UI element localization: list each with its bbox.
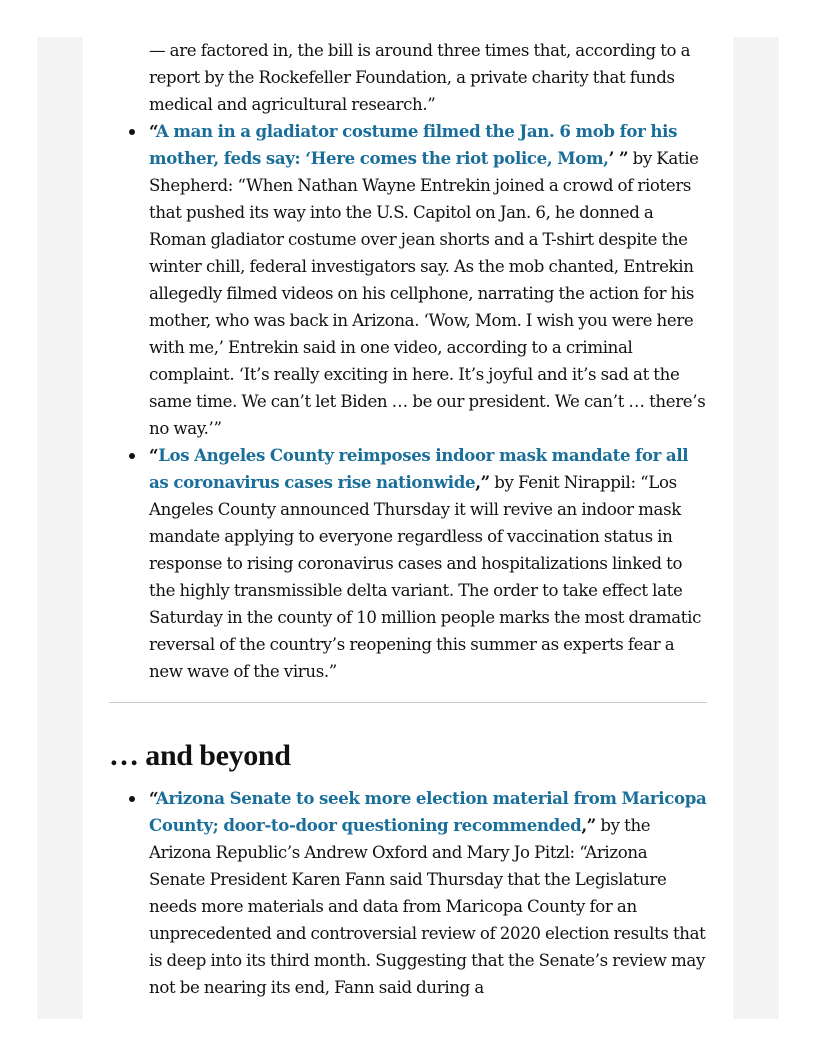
right-gutter xyxy=(733,37,779,1019)
close-quote: ,” xyxy=(475,472,490,492)
close-quote: ,” xyxy=(581,815,596,835)
excerpt: “Arizona Senate President Karen Fann said Thursday that the Legislature needs more materials and data from Maricopa County for an unprecedented and controversial review of 2020 election results that is deep into its third month. Suggesting that the Senate’s review may not be nearing its end, Fann said during a xyxy=(149,843,706,997)
headline-link[interactable]: A man in a gladiator costume filmed the Jan. 6 mob for his mother, feds say: ‘Here comes the riot police, Mom, xyxy=(149,121,678,168)
excerpt: “When Nathan Wayne Entrekin joined a crowd of rioters that pushed its way into the U.S. Capitol on Jan. 6, he donned a Roman gladiator costume over jean shorts and a T-shirt despite the winter chill, federal investigators say. As the mob chanted, Entrekin allegedly filmed videos on his cellphone, narrating the action for his mother, who was back in Arizona. ‘Wow, Mom. I wish you were here with me,’ Entrekin said in one video, according to a criminal complaint. ‘It’s really exciting in here. It’s joyful and it’s sad at the same time. We can’t let Biden … be our president. We can’t … there’s no way.’” xyxy=(149,176,706,438)
list-item xyxy=(149,785,707,1001)
close-quote: ’ ” xyxy=(608,148,629,168)
continued-paragraph: — are factored in, the bill is around three times that, according to a report by the Rockefeller Foundation, a private charity that funds medical and agricultural research.” xyxy=(149,41,691,114)
news-list-beyond xyxy=(109,785,707,1001)
list-item xyxy=(149,118,707,442)
open-quote: “ xyxy=(149,121,156,141)
byline: by Fenit Nirappil: xyxy=(489,473,641,492)
byline: by the Arizona Republic’s Andrew Oxford and Mary Jo Pitzl: xyxy=(149,816,651,862)
news-list-top xyxy=(109,118,707,685)
excerpt: “Los Angeles County announced Thursday it will revive an indoor mask mandate applying to everyone regardless of vaccination status in response to rising coronavirus cases and hospitalizations linked to the highly transmissible delta variant. The order to take effect late Saturday in the county of 10 million people marks the most dramatic reversal of the country’s reopening this summer as experts fear a new wave of the virus.” xyxy=(149,473,702,681)
left-gutter xyxy=(37,37,83,1019)
open-quote: “ xyxy=(149,788,156,808)
open-quote: “ xyxy=(149,445,159,465)
byline: by Katie Shepherd: xyxy=(149,149,699,195)
headline-link[interactable]: Arizona Senate to seek more election material from Maricopa County; door-to-door questioning recommended xyxy=(149,788,707,835)
section-divider xyxy=(109,702,707,703)
article-body xyxy=(109,37,707,1001)
headline-link[interactable]: Los Angeles County reimposes indoor mask mandate for all as coronavirus cases rise nationwide xyxy=(149,445,689,492)
list-item xyxy=(149,442,707,685)
section-heading: … and beyond xyxy=(109,739,291,772)
